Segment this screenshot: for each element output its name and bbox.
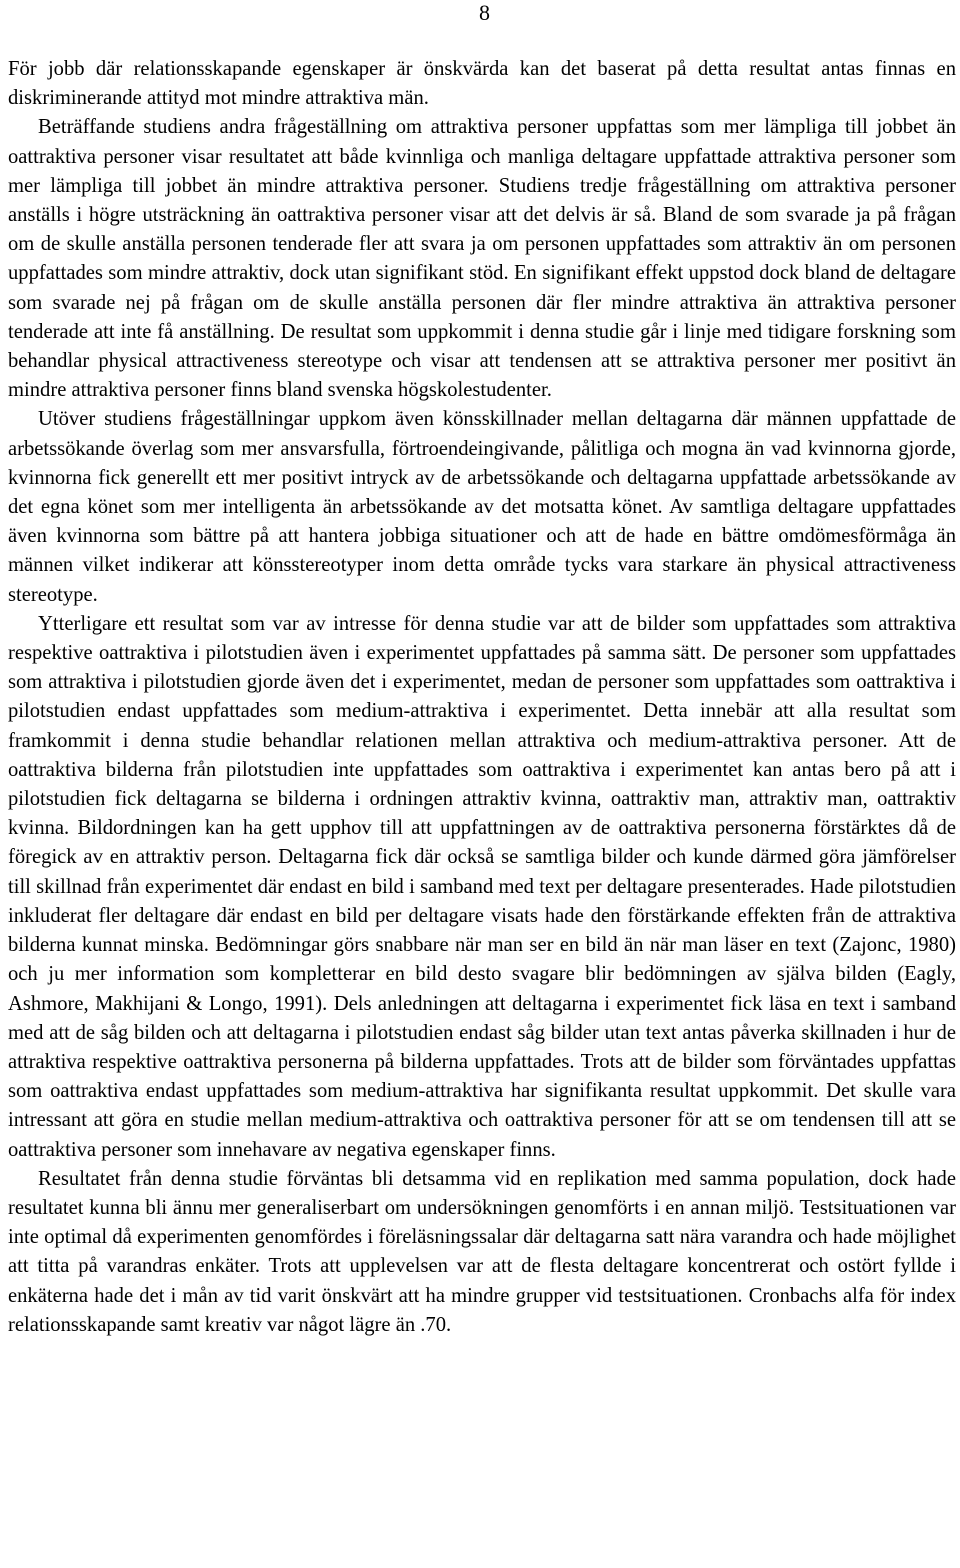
paragraph-2: Beträffande studiens andra frågeställning om attraktiva personer uppfattas som mer lämpliga till jobbet än oattraktiva personer visar resultatet att både kvinnliga och manliga deltagare uppfattade attraktiva personer som mer lämpliga till jobbet än mindre attraktiva personer. Studiens tredje frågeställning om attraktiva personer anställs i högre utsträckning än oattraktiva personer visar att det delvis är så. Bland de som svarade ja på frågan om de skulle anställa personen tenderade fler att svara ja om personen uppfattades som attraktiv än om personen uppfattades som mindre attraktiv, dock utan signifikant stöd. En signifikant effekt uppstod dock bland de deltagare som svarade nej på frågan om de skulle anställa personen där fler mindre attraktiva än attraktiva personer tenderade att inte få anställning. De resultat som uppkommit i denna studie går i linje med tidigare forskning som behandlar physical attractiveness stereotype och visar att tendensen att se attraktiva personer mer positivt än mindre attraktiva personer finns bland svenska högskolestudenter.: [8, 116, 956, 402]
paragraph-4: Ytterligare ett resultat som var av intresse för denna studie var att de bilder som uppfattades som attraktiva respektive oattraktiva i pilotstudien även i experimentet uppfattades på samma sätt. De personer som uppfattades som attraktiva i pilotstudien gjorde även det i experimentet, medan de personer som uppfattades som oattraktiva i pilotstudien endast uppfattades som medium-attraktiva i experimentet. Detta innebär att alla resultat som framkommit i denna studie behandlar relationen mellan attraktiva och medium-attraktiva personer. Att de oattraktiva bilderna från pilotstudien inte uppfattades som oattraktiva i experimentet kan antas bero på att i pilotstudien fick deltagarna se bilderna i ordningen attraktiv kvinna, oattraktiv man, attraktiv man, oattraktiv kvinna. Bildordningen kan ha gett upphov till att uppfattningen av de oattraktiva personerna förstärktes då de föregick av en attraktiv person. Deltagarna fick där också se samtliga bilder och kunde därmed göra jämförelser till skillnad från experimentet där endast en bild i samband med text per deltagare presenterades. Hade pilotstudien inkluderat fler deltagare där endast en bild per deltagare visats hade den förstärkande effekten från de attraktiva bilderna kunnat minska. Bedömningar görs snabbare när man ser en bild än när man läser en text (Zajonc, 1980) och ju mer information som kompletterar en bild desto svagare blir bedömningen av själva bilden (Eagly, Ashmore, Makhijani & Longo, 1991). Dels anledningen att deltagarna i experimentet fick läsa en text i samband med att de såg bilden och att deltagarna i pilotstudien endast såg bilder utan text antas påverka skillnaden i hur de attraktiva respektive oattraktiva personerna på bilderna uppfattades. Trots att de bilder som förväntades uppfattas som oattraktiva endast uppfattades som medium-attraktiva har signifikanta resultat uppkommit. Det skulle vara intressant att göra en studie mellan medium-attraktiva och oattraktiva personer för att se om tendensen till att se oattraktiva personer som innehavare av negativa egenskaper finns.: [8, 612, 956, 1161]
paragraph-5: Resultatet från denna studie förväntas bli detsamma vid en replikation med samma population, dock hade resultatet kunna bli ännu mer generaliserbart om undersökningen genomförts i en annan miljö. Testsituationen var inte optimal då experimenten genomfördes i föreläsningssalar där deltagarna satt nära varandra och hade möjlighet att titta på varandras enkäter. Trots att upplevelsen var att de flesta deltagare koncentrerat och ostört fyllde i enkäterna hade det i mån av tid varit önskvärt att ha mindre grupper vid testsituationen. Cronbachs alfa för index relationsskapande samt kreativ var något lägre än .70.: [8, 1167, 956, 1336]
paragraph-3: Utöver studiens frågeställningar uppkom även könsskillnader mellan deltagarna där männen uppfattade de arbetssökande överlag som mer ansvarsfulla, förtroendeingivande, pålitliga och mogna än vad kvinnorna gjorde, kvinnorna fick generellt ett mer positivt intryck av de arbetssökande och deltagarna uppfattade arbetssökande av det egna könet som mer intelligenta än arbetssökande av det motsatta könet. Av samtliga deltagare uppfattades även kvinnorna som bättre på att hantera jobbiga situationer och att de hade en bättre omdömesförmåga än männen vilket indikerar att könsstereotyper inom detta område tycks vara starkare än physical attractiveness stereotype.: [8, 408, 956, 606]
paragraph-1: För jobb där relationsskapande egenskaper är önskvärda kan det baserat på detta resultat antas finnas en diskriminerande attityd mot mindre attraktiva män.: [8, 58, 956, 110]
page-number: 8: [479, 0, 490, 25]
body-text: [8, 55, 956, 1340]
